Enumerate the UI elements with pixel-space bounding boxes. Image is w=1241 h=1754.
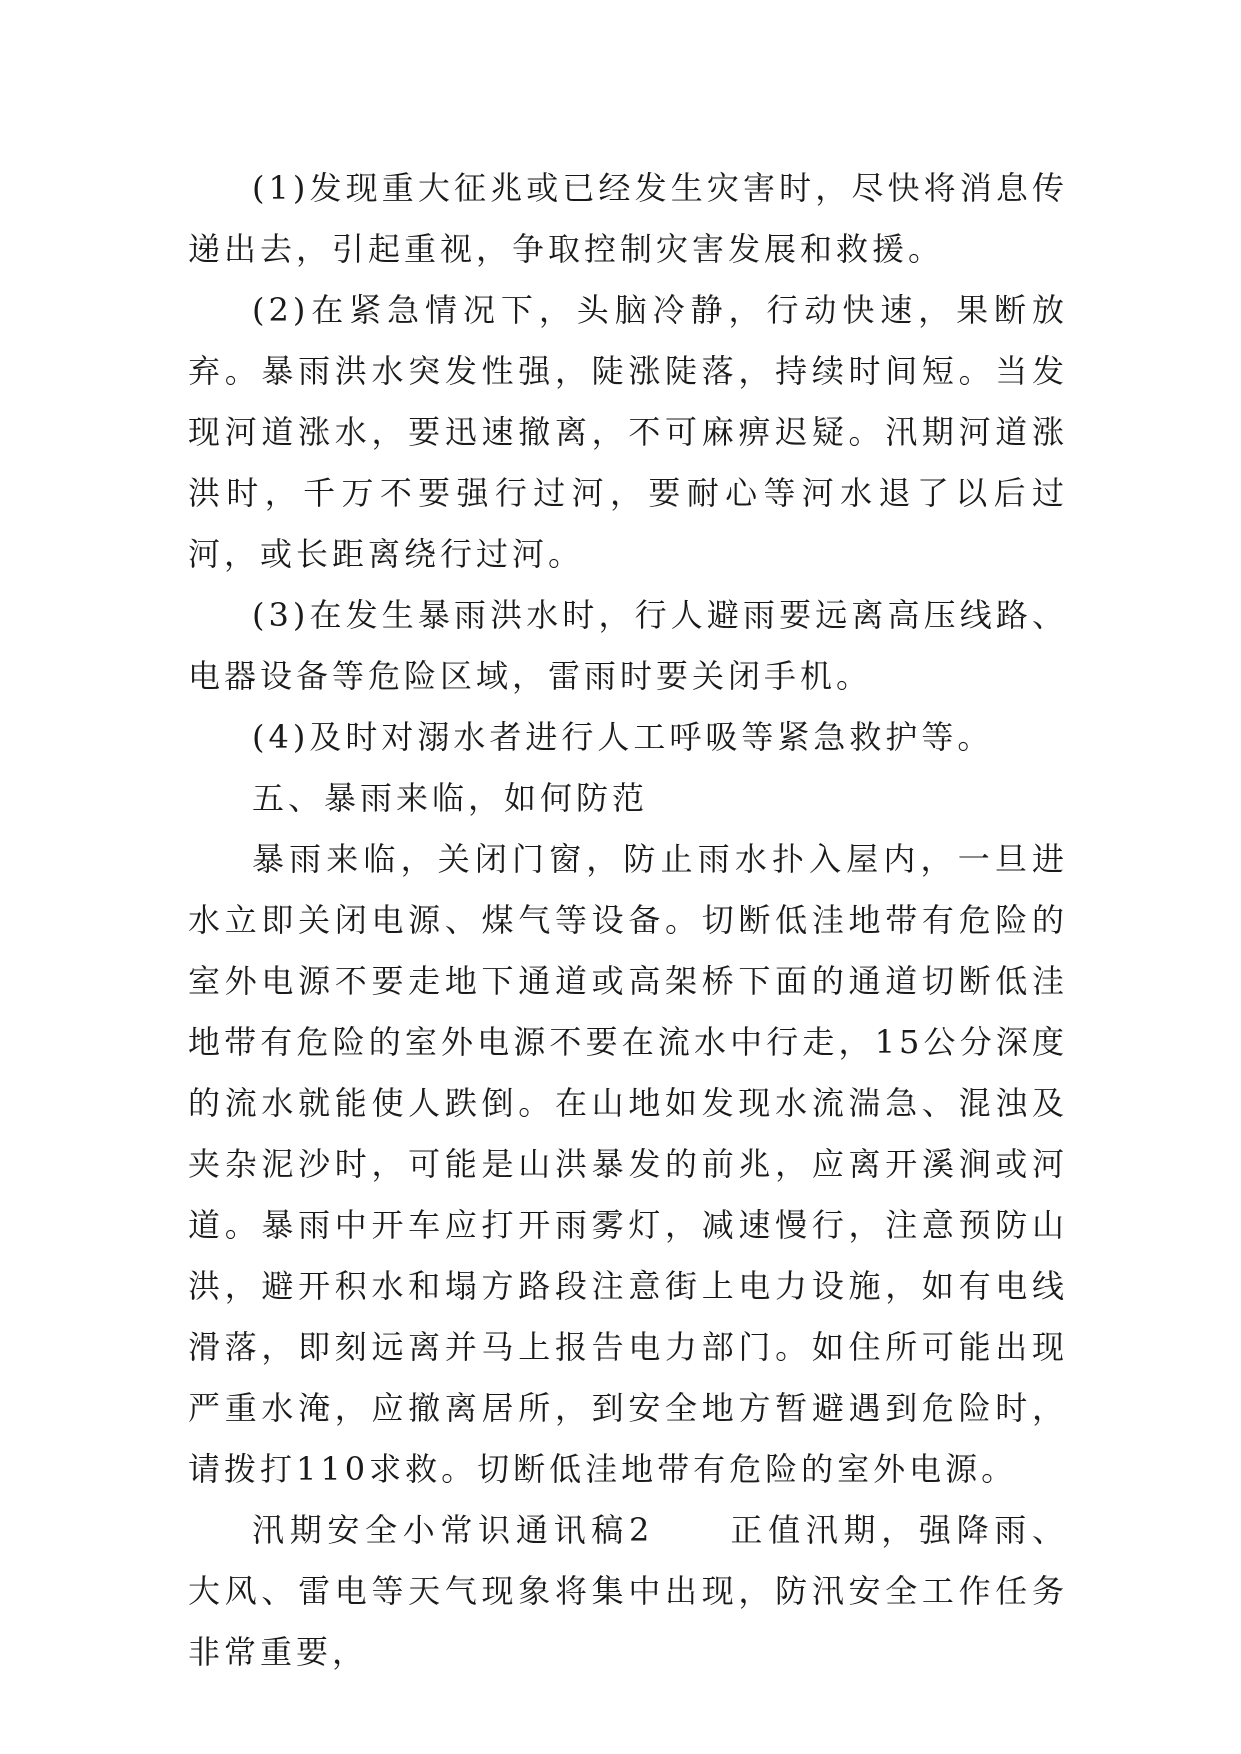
paragraph-item-1: (1)发现重大征兆或已经发生灾害时，尽快将消息传递出去，引起重视，争取控制灾害发展和救援。 [188,169,1068,268]
paragraph-item-2: (2)在紧急情况下，头脑冷静，行动快速，果断放弃。暴雨洪水突发性强，陡涨陡落，持续时间短。当发现河道涨水，要迅速撤离，不可麻痹迟疑。汛期河道涨洪时，千万不要强行过河，要耐心等河水退了以后过河，或长距离绕行过河。 [188,291,1068,573]
paragraph-item-4: (4)及时对溺水者进行人工呼吸等紧急救护等。 [252,718,994,756]
document-body [188,158,1068,1683]
paragraph-item-3: (3)在发生暴雨洪水时，行人避雨要远离高压线路、电器设备等危险区域，雷雨时要关闭手机。 [188,596,1068,695]
section-heading: 五、暴雨来临，如何防范 [252,779,649,817]
paragraph-item-6: 汛期安全小常识通讯稿2 正值汛期，强降雨、大风、雷电等天气现象将集中出现，防汛安全工作任务非常重要， [188,1511,1068,1671]
paragraph-item-5: 暴雨来临，关闭门窗，防止雨水扑入屋内，一旦进水立即关闭电源、煤气等设备。切断低洼地带有危险的室外电源不要走地下通道或高架桥下面的通道切断低洼地带有危险的室外电源不要在流水中行走，15公分深度的流水就能使人跌倒。在山地如发现水流湍急、混浊及夹杂泥沙时，可能是山洪暴发的前兆，应离开溪涧或河道。暴雨中开车应打开雨雾灯，减速慢行，注意预防山洪，避开积水和塌方路段注意街上电力设施，如有电线滑落，即刻远离并马上报告电力部门。如住所可能出现严重水淹，应撤离居所，到安全地方暂避遇到危险时，请拨打110求救。切断低洼地带有危险的室外电源。 [188,840,1068,1488]
